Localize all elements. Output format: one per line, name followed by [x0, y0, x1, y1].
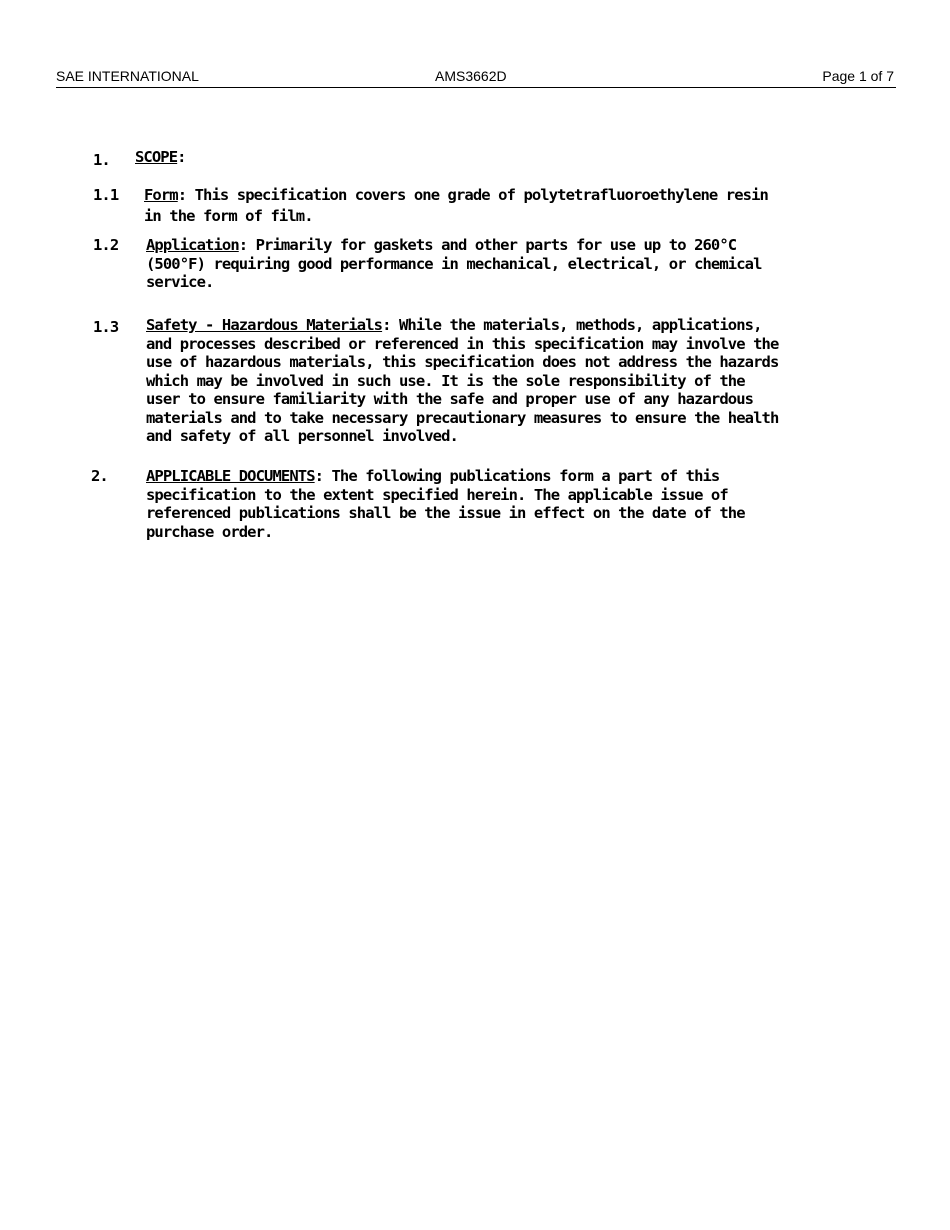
section-1-3-line-7: and safety of all personnel involved.	[146, 427, 458, 445]
section-1-2-heading: Application	[146, 236, 239, 254]
section-1-3-line-6: materials and to take necessary precautionary measures to ensure the health	[146, 408, 779, 427]
section-1-2-line-3: service.	[146, 273, 214, 291]
section-1-3-line-5: user to ensure familiarity with the safe and proper use of any hazardous	[146, 390, 754, 408]
section-1-3-number: 1.3	[93, 318, 119, 336]
section-1-2-number: 1.2	[93, 236, 119, 254]
section-1-1-number: 1.1	[93, 186, 119, 204]
section-1-2-paragraph	[146, 236, 762, 292]
section-2-line-2: specification to the extent specified herein. The applicable issue of	[146, 485, 728, 504]
section-1-1-paragraph	[144, 185, 768, 227]
section-2-line-1: : The following publications form a part of this	[314, 467, 720, 485]
section-1-3-heading: Safety - Hazardous Materials	[146, 316, 383, 334]
section-1-heading: SCOPE	[135, 148, 178, 166]
section-1-1-line-2: in the form of film.	[144, 207, 313, 225]
section-2-line-3: referenced publications shall be the issue in effect on the date of the	[146, 504, 745, 522]
section-1-3-paragraph	[146, 316, 778, 446]
section-1-number: 1.	[93, 151, 110, 169]
header-organization: SAE INTERNATIONAL	[56, 68, 199, 84]
section-1-3-line-4: which may be involved in such use. It is the sole responsibility of the	[146, 371, 745, 390]
section-2-number: 2.	[91, 467, 108, 485]
section-1-heading-block	[135, 148, 186, 167]
section-1-3-line-1: : While the materials, methods, applications,	[382, 316, 762, 334]
section-1-1-line-1: : This specification covers one grade of polytetrafluoroethylene resin	[177, 186, 768, 204]
section-1-3-line-3: use of hazardous materials, this specification does not address the hazards	[146, 353, 779, 371]
section-2-heading: APPLICABLE DOCUMENTS	[146, 467, 315, 485]
page-header	[56, 67, 896, 88]
section-1-2-line-2: (500°F) requiring good performance in mechanical, electrical, or chemical	[146, 254, 762, 273]
section-1-1-heading: Form	[144, 186, 178, 204]
section-2-paragraph	[146, 467, 745, 541]
header-page-number: Page 1 of 7	[822, 68, 894, 84]
section-1-2-line-1: : Primarily for gaskets and other parts for use up to 260°C	[238, 236, 737, 254]
header-document-id: AMS3662D	[435, 68, 507, 84]
section-2-line-4: purchase order.	[146, 522, 273, 541]
section-1-3-line-2: and processes described or referenced in this specification may involve the	[146, 334, 779, 353]
section-1-colon: :	[177, 148, 186, 166]
